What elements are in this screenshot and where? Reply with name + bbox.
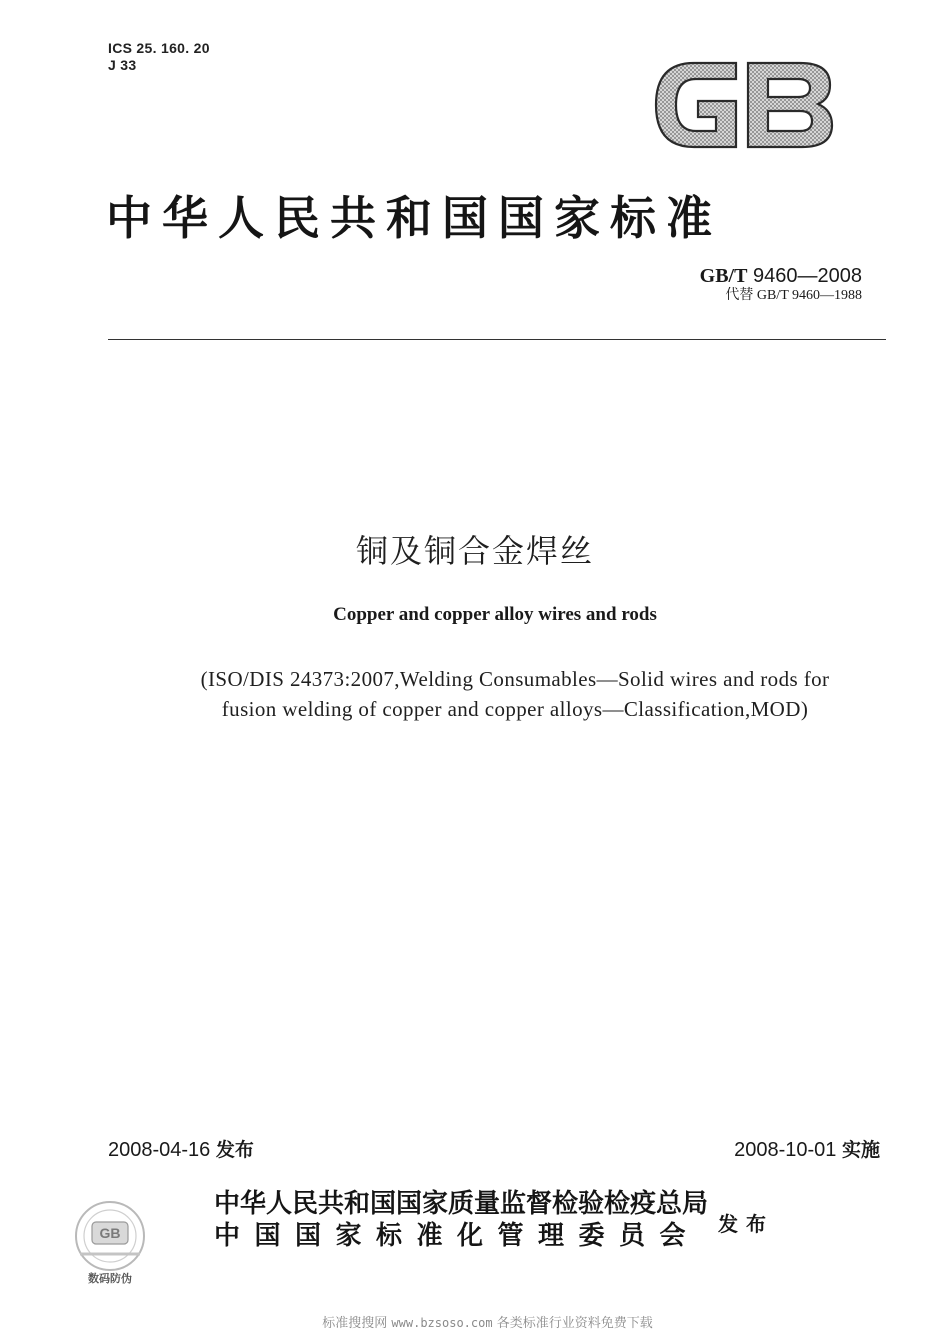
standard-number-block: [700, 265, 862, 305]
chinese-title: 铜及铜合金焊丝: [355, 532, 594, 570]
implement-label: 实施: [841, 1139, 880, 1161]
issuing-authorities: [214, 1188, 708, 1252]
standard-number-value: 9460—2008: [753, 265, 862, 287]
english-title: Copper and copper alloy wires and rods: [333, 604, 657, 625]
ccs-code: J 33: [108, 57, 137, 73]
issuer-line-1: 中华人民共和国国家质量监督检验检疫总局: [214, 1189, 709, 1219]
classification-codes: [108, 40, 210, 74]
implement-date: [734, 1135, 880, 1162]
iso-reference-line-2: fusion welding of copper and copper alloys—Classification,MOD): [221, 697, 809, 721]
seal-label: 数码防伪: [88, 1272, 132, 1285]
footer-url[interactable]: www.bzsoso.com: [391, 1316, 493, 1330]
issue-label: 发布: [718, 1212, 774, 1236]
iso-reference: [100, 664, 930, 724]
replaces-standard: 代替 GB/T 9460—1988: [725, 288, 862, 303]
publish-label: 发布: [215, 1139, 254, 1161]
footer-tagline: 各类标准行业资料免费下载: [496, 1316, 653, 1331]
publish-date: [108, 1135, 254, 1162]
footer-site-name: 标准搜搜网: [322, 1316, 388, 1331]
standard-number-prefix: GB/T: [699, 265, 748, 287]
ics-code: ICS 25. 160. 20: [108, 40, 210, 56]
iso-reference-line-1: (ISO/DIS 24373:2007,Welding Consumables—Solid wires and rods for: [200, 667, 830, 691]
issuer-line-2: 中国国家标准化管理委员会: [214, 1221, 701, 1251]
gb-logo: [650, 57, 838, 153]
svg-text:GB: GB: [99, 1225, 121, 1241]
footer-watermark: [0, 1312, 950, 1331]
national-standard-title: 中华人民共和国国家标准: [106, 191, 722, 245]
implement-date-value: 2008-10-01: [734, 1139, 837, 1161]
publish-date-value: 2008-04-16: [108, 1139, 211, 1161]
anti-counterfeit-seal: [62, 1196, 158, 1292]
header-divider: [108, 339, 886, 340]
standard-number: [700, 265, 862, 287]
